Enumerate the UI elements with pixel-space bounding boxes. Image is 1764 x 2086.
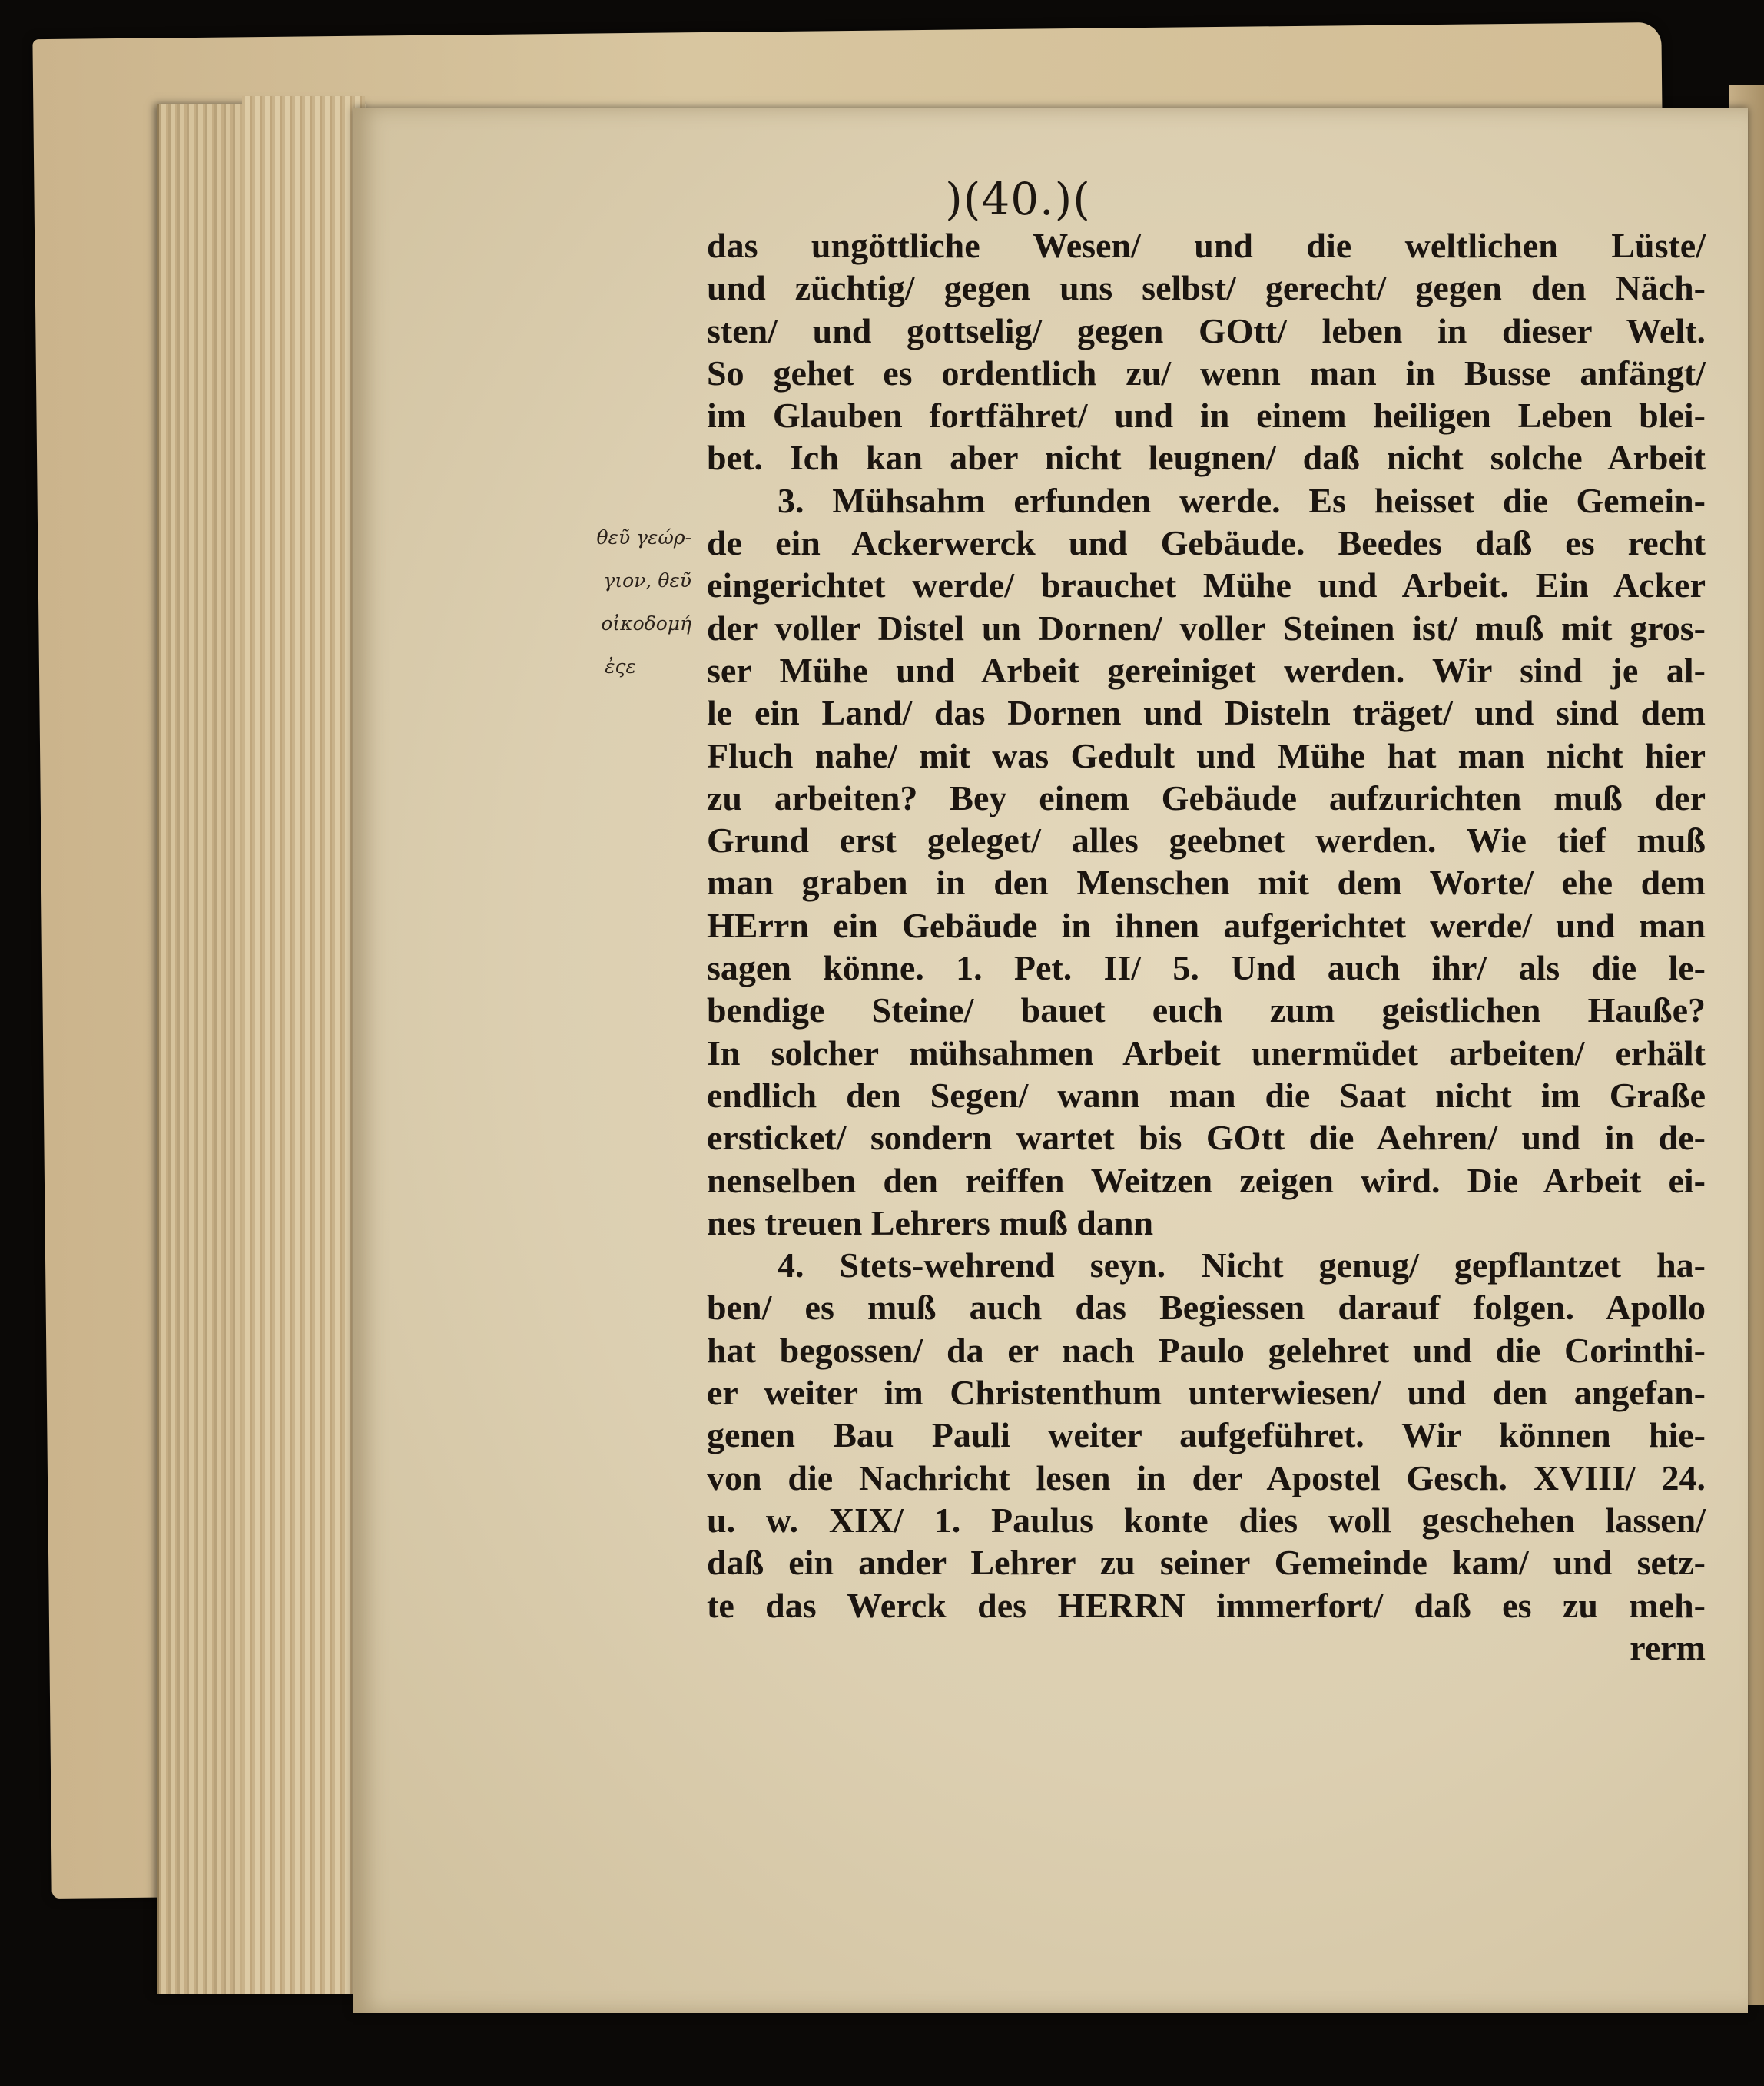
text-line: ser Mühe und Arbeit gereiniget werden. Wir sind je al- xyxy=(707,650,1706,690)
text-line: im Glauben fortfähret/ und in einem heiligen Leben blei- xyxy=(707,396,1706,436)
text-line: So gehet es ordentlich zu/ wenn man in Busse anfängt/ xyxy=(707,353,1706,393)
catchword: rerm xyxy=(1630,1627,1706,1667)
text-line: Grund erst geleget/ alles geebnet werden. Wie tief muß xyxy=(707,821,1706,861)
marginal-line: οἰκοδομή xyxy=(601,612,691,635)
text-line: sten/ und gottselig/ gegen GOtt/ leben in dieser Welt. xyxy=(707,310,1706,350)
text-line: 4. Stets-wehrend seyn. Nicht genug/ gepflantzet ha- xyxy=(778,1245,1706,1285)
text-line: sagen könne. 1. Pet. II/ 5. Und auch ihr/ als die le- xyxy=(707,948,1706,988)
text-line: 3. Mühsahm erfunden werde. Es heisset die Gemein- xyxy=(778,480,1706,520)
text-line: le ein Land/ das Dornen und Disteln träget/ und sind dem xyxy=(707,693,1706,733)
text-line: hat begossen/ da er nach Paulo gelehret und die Corinthi- xyxy=(707,1330,1706,1370)
text-line: HErrn ein Gebäude in ihnen aufgerichtet werde/ und man xyxy=(707,905,1706,945)
text-line: ben/ es muß auch das Begiessen darauf folgen. Apollo xyxy=(707,1288,1706,1328)
text-line: und züchtig/ gegen uns selbst/ gerecht/ gegen den Näch- xyxy=(707,268,1706,308)
text-line: man graben in den Menschen mit dem Worte/ ehe dem xyxy=(707,863,1706,903)
marginal-line: θεῦ γεώρ- xyxy=(596,526,691,549)
text-line: das ungöttliche Wesen/ und die weltlichen Lüste/ xyxy=(707,226,1706,265)
text-line: bet. Ich kan aber nicht leugnen/ daß nicht solche Arbeit xyxy=(707,438,1706,478)
text-line: genen Bau Pauli weiter aufgeführet. Wir können hie- xyxy=(707,1415,1706,1455)
body-text xyxy=(707,224,1706,1669)
text-line: bendige Steine/ bauet euch zum geistlichen Hauße? xyxy=(707,990,1706,1030)
text-line: u. w. XIX/ 1. Paulus konte dies woll geschehen lassen/ xyxy=(707,1500,1706,1540)
marginal-line: γιον, θεῦ xyxy=(603,569,691,592)
page-stack-edge-inner xyxy=(242,96,365,1994)
text-line: ersticket/ sondern wartet bis GOtt die Aehren/ und in de- xyxy=(707,1118,1706,1158)
text-line: daß ein ander Lehrer zu seiner Gemeinde kam/ und setz- xyxy=(707,1543,1706,1583)
text-line: nes treuen Lehrers muß dann xyxy=(707,1202,1154,1242)
text-line: de ein Ackerwerck und Gebäude. Beedes daß es recht xyxy=(707,523,1706,563)
text-line: nenselben den reiffen Weitzen zeigen wird. Die Arbeit ei- xyxy=(707,1160,1706,1200)
text-line: er weiter im Christenthum unterwiesen/ und den angefan- xyxy=(707,1373,1706,1413)
text-line: Fluch nahe/ mit was Gedult und Mühe hat man nicht hier xyxy=(707,735,1706,775)
text-line: endlich den Segen/ wann man die Saat nicht im Graße xyxy=(707,1075,1706,1115)
text-line: der voller Distel un Dornen/ voller Steinen ist/ muß mit gros- xyxy=(707,608,1706,648)
page-number-header: )(40.)( xyxy=(945,173,1091,225)
text-line: eingerichtet werde/ brauchet Mühe und Arbeit. Ein Acker xyxy=(707,565,1706,605)
marginal-line: ἐςε xyxy=(605,655,636,678)
text-line: te das Werck des HERRN immerfort/ daß es zu meh- xyxy=(707,1585,1706,1625)
text-line: von die Nachricht lesen in der Apostel Gesch. XVIII/ 24. xyxy=(707,1458,1706,1497)
text-line: In solcher mühsahmen Arbeit unermüdet arbeiten/ erhält xyxy=(707,1033,1706,1073)
greek-marginal-note xyxy=(549,516,691,688)
text-line: zu arbeiten? Bey einem Gebäude aufzurichten muß der xyxy=(707,778,1706,817)
